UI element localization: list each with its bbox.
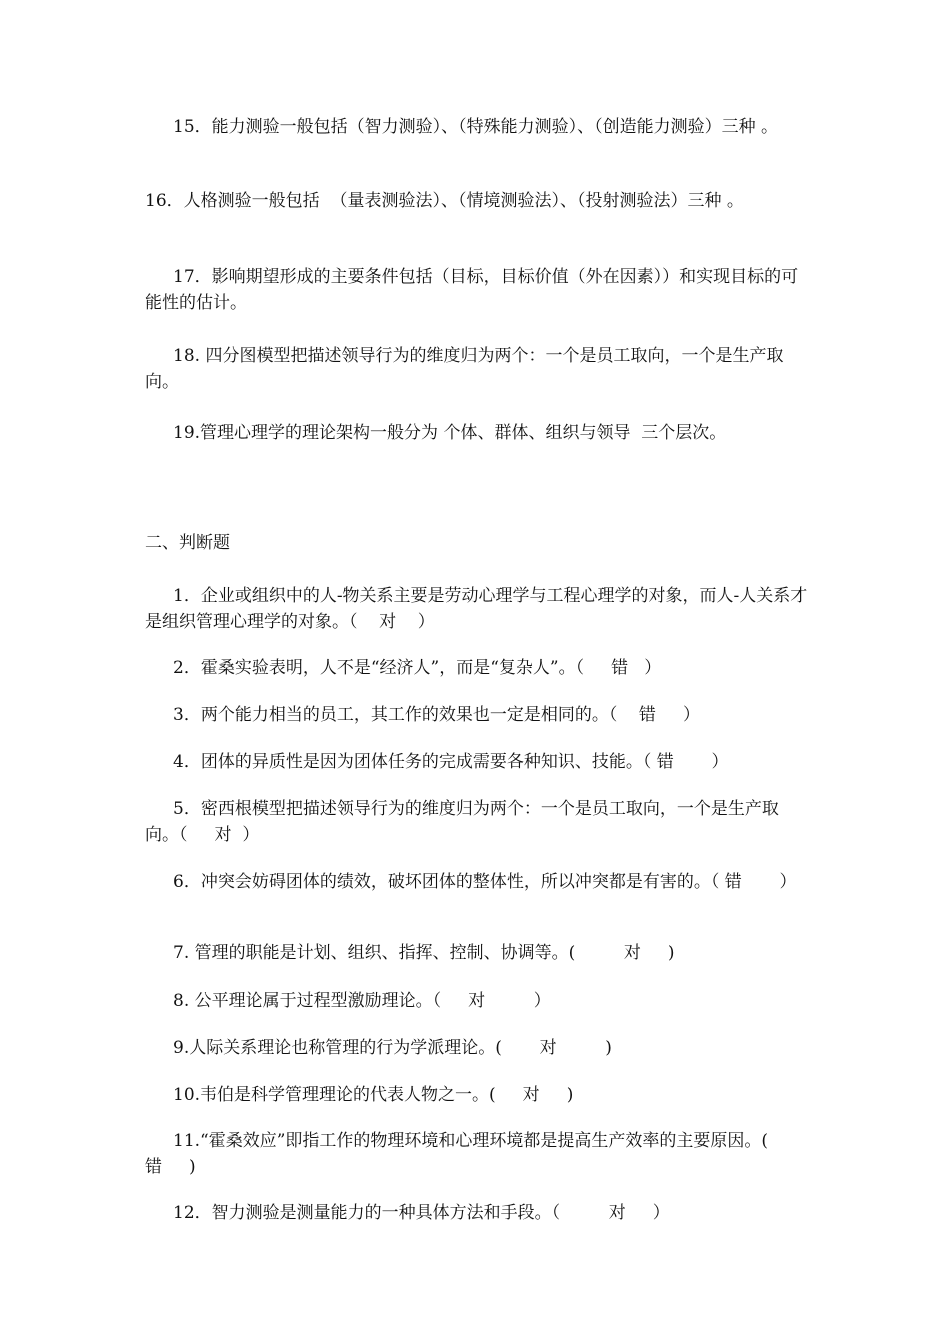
- judgment-item-9: 9.人际关系理论也称管理的行为学派理论。( 对 ): [173, 1038, 612, 1058]
- judgment-item-4: 4．团体的异质性是因为团体任务的完成需要各种知识、技能。（ 错 ）: [173, 752, 729, 772]
- judgment-item-3: 3．两个能力相当的员工，其工作的效果也一定是相同的。（ 错 ）: [173, 705, 700, 725]
- section-title-judgment: 二、判断题: [145, 533, 230, 553]
- fill-blank-item-17: 17．影响期望形成的主要条件包括（目标，目标价值（外在因素））和实现目标的可能性的估计。: [145, 267, 799, 313]
- judgment-item-6: 6．冲突会妨碍团体的绩效，破坏团体的整体性，所以冲突都是有害的。（ 错 ）: [173, 872, 797, 892]
- judgment-item-8: 8. 公平理论属于过程型激励理论。（ 对 ）: [173, 991, 551, 1011]
- fill-blank-item-15: 15．能力测验一般包括（智力测验）、（特殊能力测验）、（创造能力测验）三种 。: [173, 117, 779, 137]
- fill-blank-item-18: 18. 四分图模型把描述领导行为的维度归为两个：一个是员工取向，一个是生产取向。: [145, 346, 784, 392]
- judgment-item-10: 10.韦伯是科学管理理论的代表人物之一。( 对 ): [173, 1085, 574, 1105]
- judgment-item-1: 1．企业或组织中的人-物关系主要是劳动心理学与工程心理学的对象，而人-人关系才是组织管理心理学的对象。（ 对 ）: [145, 586, 808, 632]
- judgment-item-12: 12．智力测验是测量能力的一种具体方法和手段。（ 对 ）: [173, 1203, 670, 1223]
- fill-blank-item-19: 19.管理心理学的理论架构一般分为 个体、群体、组织与领导 三个层次。: [173, 423, 727, 443]
- judgment-item-2: 2．霍桑实验表明，人不是“经济人”，而是“复杂人”。（ 错 ）: [173, 658, 662, 678]
- judgment-item-11: 11.“霍桑效应”即指工作的物理环境和心理环境都是提高生产效率的主要原因。( 错 ): [145, 1131, 823, 1177]
- judgment-item-5: 5．密西根模型把描述领导行为的维度归为两个：一个是员工取向，一个是生产取向。（ 对 ）: [145, 799, 779, 845]
- judgment-item-7: 7. 管理的职能是计划、组织、指挥、控制、协调等。( 对 ): [173, 943, 675, 963]
- fill-blank-item-16: 16．人格测验一般包括 （量表测验法）、（情境测验法）、（投射测验法）三种 。: [145, 191, 744, 211]
